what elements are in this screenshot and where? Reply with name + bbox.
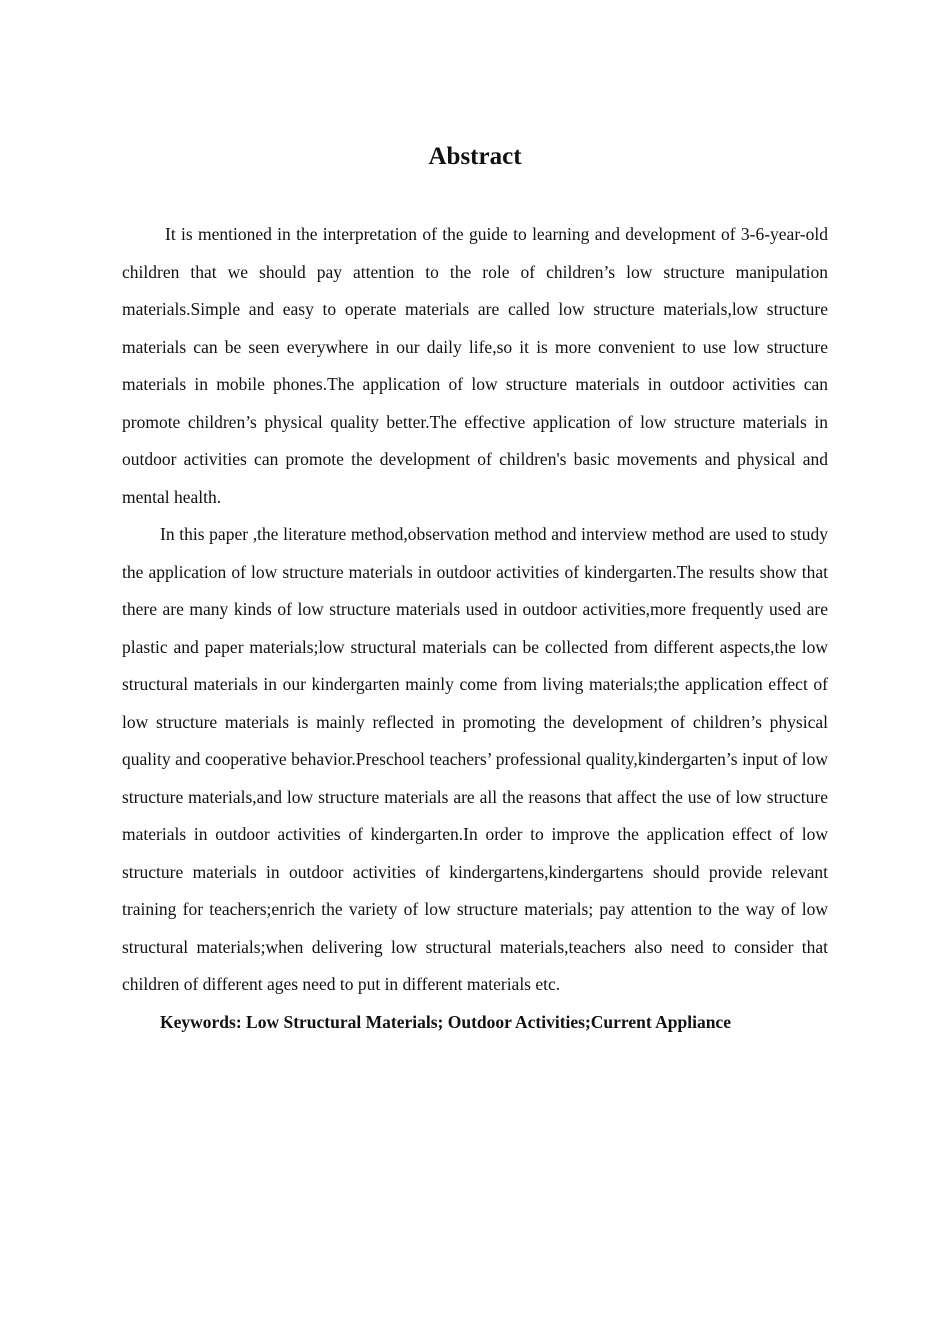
abstract-paragraph-2: In this paper ,the literature method,observation method and interview method are used to study the application of low structure materials in outdoor activities of kindergarten.The results show that there are many kinds of low structure materials used in outdoor activities,more frequently used are plastic and paper materials;low structural materials can be collected from different aspects,the low structural materials in our kindergarten mainly come from living materials;the application effect of low structure materials is mainly reflected in promoting the development of children’s physical quality and cooperative behavior.Preschool teachers’ professional quality,kindergarten’s input of low structure materials,and low structure materials are all the reasons that affect the use of low structure materials in outdoor activities of kindergarten.In order to improve the application effect of low structure materials in outdoor activities of kindergartens,kindergartens should provide relevant training for teachers;enrich the variety of low structure materials; pay attention to the way of low structural materials;when delivering low structural materials,teachers also need to consider that children of different ages need to put in different materials etc. bbox=[122, 524, 828, 994]
abstract-paragraph-1: It is mentioned in the interpretation of the guide to learning and development of 3-6-year-old children that we should pay attention to the role of children’s low structure manipulation materials.Simple and easy to operate materials are called low structure materials,low structure materials can be seen everywhere in our daily life,so it is more convenient to use low structure materials in mobile phones.The application of low structure materials in outdoor activities can promote children’s physical quality better.The effective application of low structure materials in outdoor activities can promote the development of children's basic movements and physical and mental health. bbox=[122, 224, 828, 507]
abstract-body bbox=[122, 216, 828, 1041]
page-title: Abstract bbox=[428, 143, 522, 170]
keywords-line: Keywords: Low Structural Materials; Outdoor Activities;Current Appliance bbox=[160, 1011, 731, 1032]
